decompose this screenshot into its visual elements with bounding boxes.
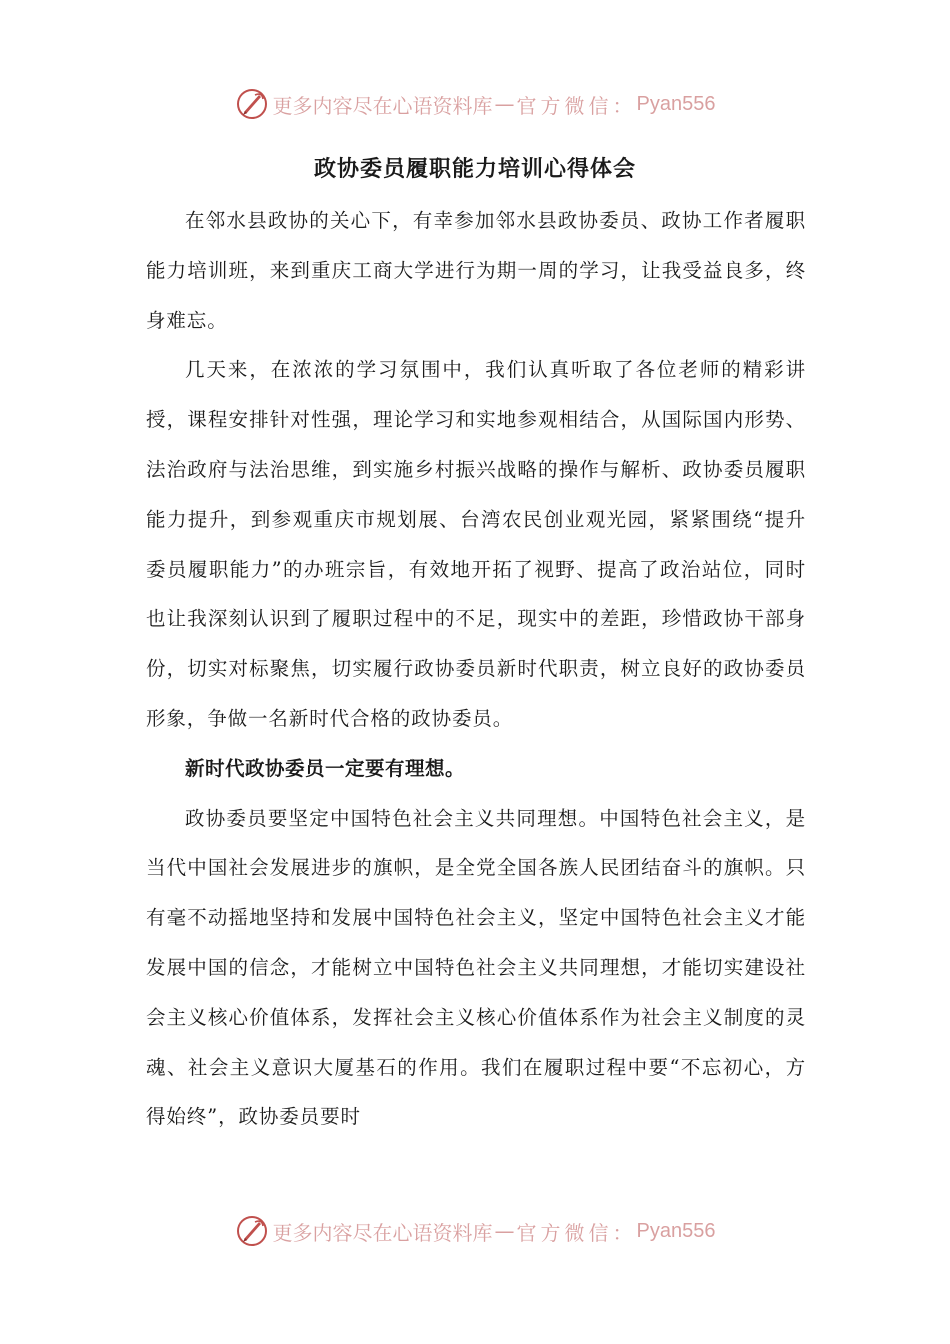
watermark-text: 更多内容尽在心语资料库: [272, 93, 493, 118]
watermark-dash: —: [494, 1219, 515, 1243]
paragraph-ideal: 政协委员要坚定中国特色社会主义共同理想。中国特色社会主义，是当代中国社会发展进步的旗帜，是全党全国各族人民团结奋斗的旗帜。只有毫不动摇地坚持和发展中国特色社会主义，坚定中国特色社会主义才能发展中国的信念，才能树立中国特色社会主义共同理想，才能切实建设社会主义核心价值体系，发挥社会主义核心价值体系作为社会主义制度的灵魂、社会主义意识大厦基石的作用。我们在履职过程中要“不忘初心，方得始终”，政协委员要时: [146, 806, 806, 1129]
paragraph-training: 几天来，在浓浓的学习氛围中，我们认真听取了各位老师的精彩讲授，课程安排针对性强，理论学习和实地参观相结合，从国际国内形势、法治政府与法治思维，到实施乡村振兴战略的操作与解析、政协委员履职能力提升，到参观重庆市规划展、台湾农民创业观光园，紧紧围绕“提升委员履职能力”的办班宗旨，有效地开拓了视野、提高了政治站位，同时也让我深刻认识到了履职过程中的不足，现实中的差距，珍惜政协干部身份，切实对标聚焦，切实履行政协委员新时代职责，树立良好的政协委员形象，争做一名新时代合格的政协委员。: [146, 358, 806, 730]
watermark-header: [0, 84, 950, 124]
document-body: [146, 196, 806, 1142]
watermark-id: Pyan556: [636, 1219, 716, 1242]
watermark-official: 官方微信：: [516, 93, 637, 118]
watermark-dash: —: [494, 92, 515, 116]
section-heading: 新时代政协委员一定要有理想。: [185, 756, 466, 780]
quill-pen-icon: [235, 87, 269, 121]
watermark-id: Pyan556: [636, 92, 716, 115]
watermark-text: 更多内容尽在心语资料库: [272, 1220, 493, 1245]
watermark-official: 官方微信：: [516, 1220, 637, 1245]
paragraph-intro: 在邻水县政协的关心下，有幸参加邻水县政协委员、政协工作者履职能力培训班，来到重庆工商大学进行为期一周的学习，让我受益良多，终身难忘。: [146, 209, 806, 332]
quill-pen-icon: [235, 1214, 269, 1248]
page-title: 政协委员履职能力培训心得体会: [313, 157, 636, 182]
watermark-footer: [0, 1211, 950, 1251]
